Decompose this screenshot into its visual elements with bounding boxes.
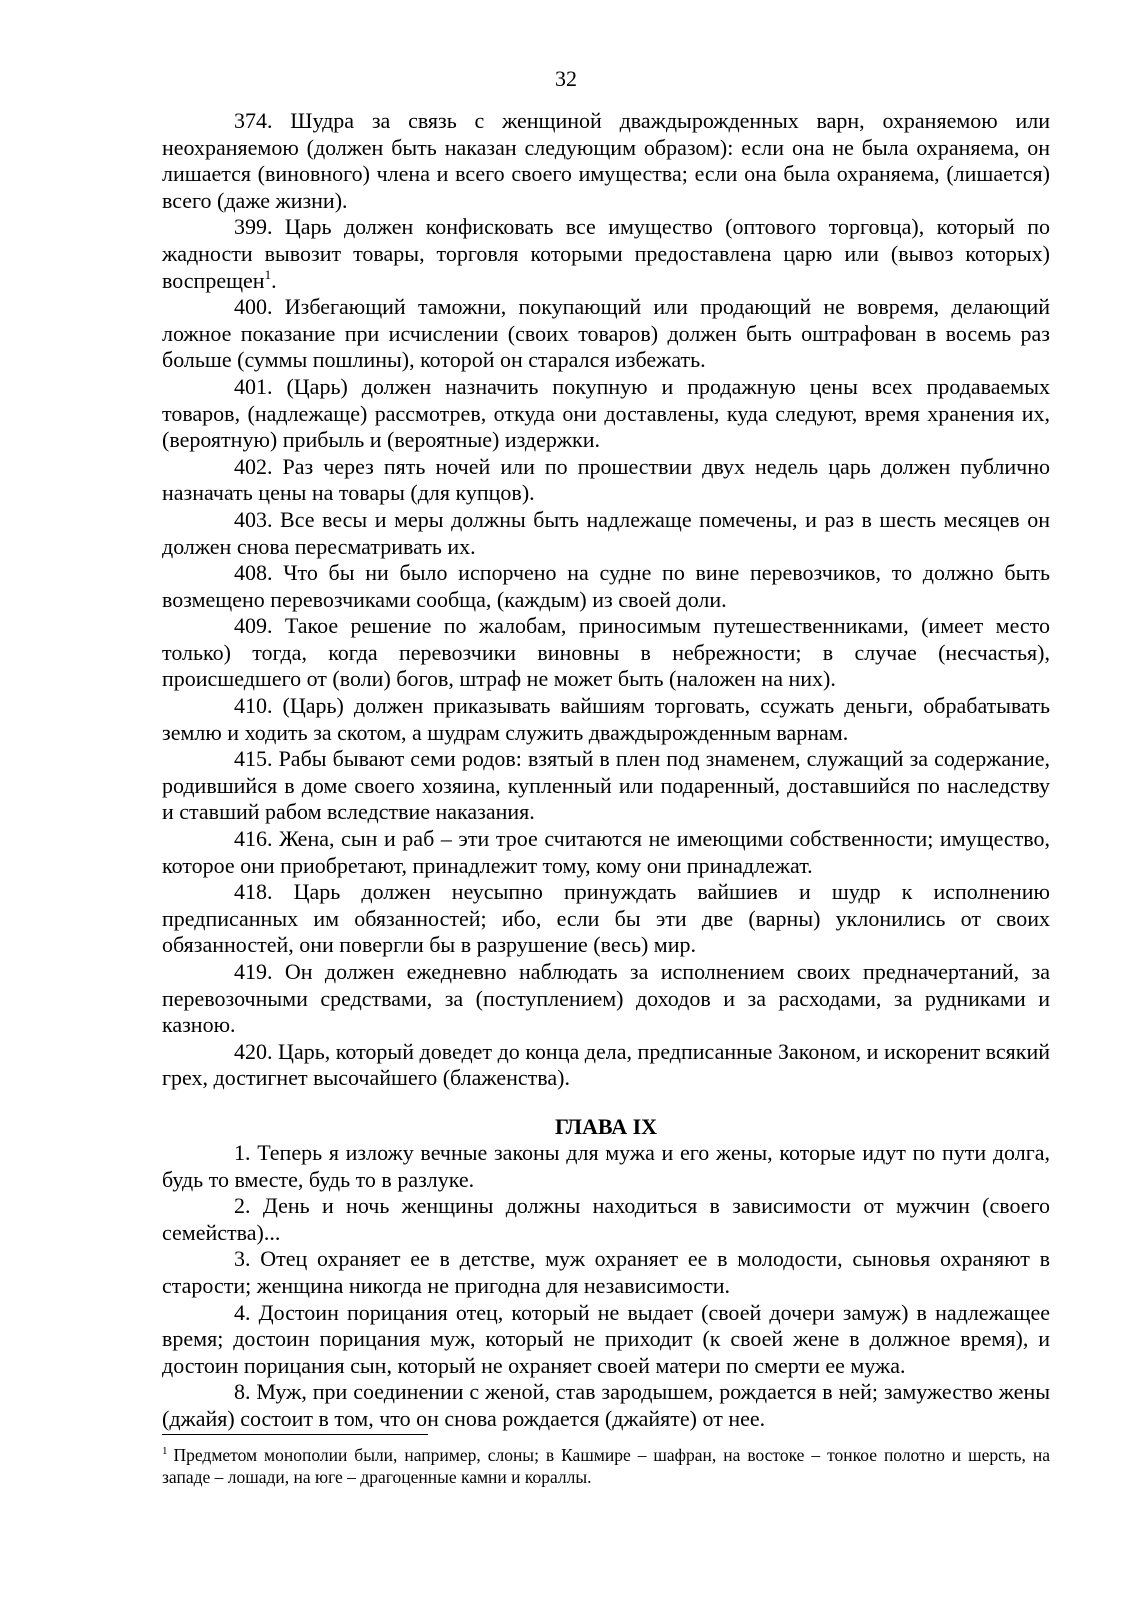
paragraph-410: 410. (Царь) должен приказывать вайшиям торговать, ссужать деньги, обрабатывать землю и ходить за скотом, а шудрам служить дваждырожденным варнам. bbox=[162, 693, 1050, 745]
paragraph-ix-4: 4. Достоин порицания отец, который не выдает (своей дочери замуж) в надлежащее время; достоин порицания муж, который не приходит (к своей жене в должное время), и достоин порицания сын, который не охраняет своей матери по смерти ее мужа. bbox=[162, 1299, 1050, 1378]
paragraph-416: 416. Жена, сын и раб – эти трое считаются не имеющими собственности; имущество, которое они приобретают, принадлежит тому, кому они принадлежат. bbox=[162, 826, 1050, 878]
paragraph-415: 415. Рабы бывают семи родов: взятый в плен под знаменем, служащий за содержание, родившийся в доме своего хозяина, купленный или подаренный, доставшийся по наследству и ставший рабом вследствие наказания. bbox=[162, 746, 1050, 825]
footnote-text: Предметом монополии были, например, слоны; в Кашмире – шафран, на востоке – тонкое полотно и шерсть, на западе – лошади, на юге – драгоценные камни и кораллы. bbox=[162, 1445, 1050, 1487]
paragraph-402: 402. Раз через пять ночей или по прошествии двух недель царь должен публично назначать цены на товары (для купцов). bbox=[162, 453, 1050, 506]
paragraph-text: 399. Царь должен конфисковать все имущество (оптового торговца), который по жадности вывозит товары, торговля которыми предоставлена царю или (вывоз которых) воспрещен bbox=[162, 214, 1050, 293]
paragraph-399 bbox=[162, 214, 1050, 294]
footnote-separator bbox=[162, 1434, 428, 1435]
paragraph-tail: . bbox=[271, 267, 277, 293]
paragraph-ix-8: 8. Муж, при соединении с женой, став зародышем, рождается в ней; замужество жены (джайя) состоит в том, что он снова рождается (джайяте) от нее. bbox=[162, 1379, 1050, 1431]
page-number: 32 bbox=[555, 66, 577, 91]
footnote bbox=[162, 1444, 1050, 1488]
main-text bbox=[162, 108, 1050, 1433]
paragraph-401: 401. (Царь) должен назначить покупную и продажную цены всех продаваемых товаров, (надлежаще) рассмотрев, откуда они доставлены, куда следуют, время хранения их, (вероятную) прибыль и (вероятные) издержки. bbox=[162, 373, 1050, 453]
paragraph-418: 418. Царь должен неусыпно принуждать вайшиев и шудр к исполнению предписанных им обязанностей; ибо, если бы эти две (варны) уклонились от своих обязанностей, они повергли бы в разрушение (весь) мир. bbox=[162, 879, 1050, 958]
footnote-ref: 1 bbox=[264, 266, 272, 282]
paragraph-409: 409. Такое решение по жалобам, приносимым путешественниками, (имеет место только) тогда, когда перевозчики виновны в небрежности; в случае (несчастья), происшедшего от (воли) богов, штраф не может быть (наложен на них). bbox=[162, 613, 1050, 692]
paragraph-420: 420. Царь, который доведет до конца дела, предписанные Законом, и искоренит всякий грех, достигнет высочайшего (блаженства). bbox=[162, 1038, 1050, 1091]
footnote-marker: 1 bbox=[162, 1445, 168, 1457]
paragraph-ix-2: 2. День и ночь женщины должны находиться в зависимости от мужчин (своего семейства)... bbox=[162, 1193, 1050, 1245]
paragraph-ix-1: 1. Теперь я изложу вечные законы для мужа и его жены, которые идут по пути долга, будь то вместе, будь то в разлуке. bbox=[162, 1139, 1050, 1192]
paragraph-374: 374. Шудра за связь с женщиной дваждырожденных варн, охраняемою или неохраняемою (должен быть наказан следующим образом): если она не была охраняема, он лишается (виновного) члена и всего своего имущества; если она была охраняема, (лишается) всего (даже жизни). bbox=[162, 108, 1050, 213]
paragraph-419: 419. Он должен ежедневно наблюдать за исполнением своих предначертаний, за перевозочными средствами, за (поступлением) доходов и за расходами, за рудниками и казною. bbox=[162, 959, 1050, 1038]
chapter-title: ГЛАВА IX bbox=[554, 1113, 658, 1139]
paragraph-408: 408. Что бы ни было испорчено на судне по вине перевозчиков, то должно быть возмещено перевозчиками сообща, (каждым) из своей доли. bbox=[162, 560, 1050, 612]
paragraph-403: 403. Все весы и меры должны быть надлежаще помечены, и раз в шесть месяцев он должен снова пересматривать их. bbox=[162, 506, 1050, 559]
paragraph-ix-3: 3. Отец охраняет ее в детстве, муж охраняет ее в молодости, сыновья охраняют в старости; женщина никогда не пригодна для независимости. bbox=[162, 1246, 1050, 1298]
paragraph-400: 400. Избегающий таможни, покупающий или продающий не вовремя, делающий ложное показание при исчислении (своих товаров) должен быть оштрафован в восемь раз больше (суммы пошлины), которой он старался избежать. bbox=[162, 294, 1050, 373]
